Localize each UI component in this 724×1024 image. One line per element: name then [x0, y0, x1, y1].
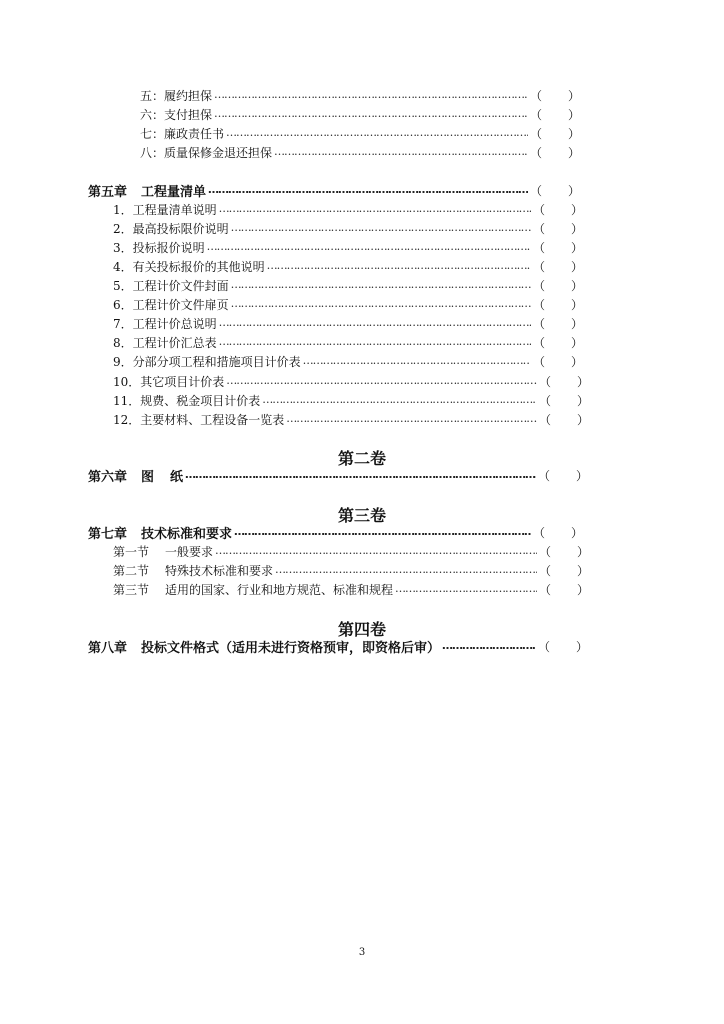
toc-page-ref: （ ）	[533, 240, 583, 255]
toc-page-ref: （ ）	[539, 393, 589, 408]
chapter-number: 第八章	[88, 640, 128, 656]
toc-page-ref: （ ）	[530, 107, 580, 122]
toc-page-ref: （ ）	[533, 297, 583, 312]
toc-leader-dots	[214, 86, 528, 104]
toc-item-5-11	[113, 391, 589, 409]
toc-item-5-4	[113, 257, 583, 275]
toc-section-7-2	[113, 561, 589, 579]
toc-entry-label: 适用的国家、行业和地方规范、标准和规程	[165, 582, 394, 597]
toc-page-ref: （ ）	[530, 145, 580, 160]
toc-entry-label: 特殊技术标准和要求	[165, 563, 274, 578]
toc-entry-label: 6．工程计价文件扉页	[113, 297, 229, 312]
toc-entry-guarantee-5	[140, 86, 580, 104]
toc-entry-label: 8．工程计价汇总表	[113, 335, 217, 350]
toc-page-ref: （ ）	[538, 468, 588, 483]
toc-entry-guarantee-6	[140, 105, 580, 123]
toc-chapter-5	[88, 181, 580, 199]
toc-entry-label: 9．分部分项工程和措施项目计价表	[113, 354, 301, 369]
toc-leader-dots	[442, 637, 536, 655]
chapter-number: 第七章	[88, 526, 128, 542]
toc-item-5-2	[113, 219, 583, 237]
chapter-number: 第五章	[88, 184, 128, 200]
toc-page-ref: （ ）	[533, 221, 583, 236]
toc-item-5-10	[113, 372, 589, 390]
page-number: 3	[358, 947, 366, 958]
toc-entry-label: 4．有关投标报价的其他说明	[113, 259, 265, 274]
toc-leader-dots	[234, 523, 531, 541]
volume-heading-2: 第二卷	[337, 449, 386, 468]
toc-page-ref: （ ）	[533, 278, 583, 293]
toc-page-ref: （ ）	[533, 259, 583, 274]
toc-item-5-9	[113, 352, 583, 370]
toc-entry-label: 八：质量保修金退还担保	[140, 145, 273, 160]
toc-entry-guarantee-8	[140, 143, 580, 161]
toc-leader-dots	[219, 333, 531, 351]
toc-entry-label: 1．工程量清单说明	[113, 202, 217, 217]
toc-entry-label: 五：履约担保	[140, 88, 213, 103]
toc-item-5-7	[113, 314, 583, 332]
toc-section-7-3	[113, 580, 589, 598]
toc-item-5-6	[113, 295, 583, 313]
toc-leader-dots	[226, 124, 528, 142]
toc-item-5-5	[113, 276, 583, 294]
toc-page-ref: （ ）	[533, 335, 583, 350]
section-number: 第三节	[113, 582, 150, 597]
toc-entry-label: 11．规费、税金项目计价表	[113, 393, 261, 408]
toc-leader-dots	[231, 276, 531, 294]
toc-entry-label: 7．工程计价总说明	[113, 316, 217, 331]
toc-chapter-8	[88, 637, 588, 655]
toc-page-ref: （ ）	[539, 544, 589, 559]
toc-leader-dots	[231, 295, 531, 313]
toc-section-7-1	[113, 542, 589, 560]
toc-page-ref: （ ）	[539, 582, 589, 597]
toc-entry-label: 5．工程计价文件封面	[113, 278, 229, 293]
toc-leader-dots	[275, 561, 537, 579]
toc-leader-dots	[274, 143, 528, 161]
toc-leader-dots	[215, 542, 537, 560]
chapter-title: 技术标准和要求	[141, 526, 233, 542]
volume-heading-4: 第四卷	[337, 620, 386, 639]
toc-page-ref: （ ）	[533, 316, 583, 331]
section-number: 第二节	[113, 563, 150, 578]
toc-entry-label: 一般要求	[165, 544, 214, 559]
toc-item-5-12	[113, 410, 589, 428]
toc-chapter-7	[88, 523, 583, 541]
toc-entry-guarantee-7	[140, 124, 580, 142]
volume-heading-3: 第三卷	[337, 506, 386, 525]
toc-leader-dots	[185, 466, 536, 484]
toc-leader-dots	[207, 238, 531, 256]
section-number: 第一节	[113, 544, 150, 559]
toc-leader-dots	[395, 580, 537, 598]
toc-leader-dots	[208, 181, 528, 199]
toc-item-5-1	[113, 200, 583, 218]
toc-page-ref: （ ）	[538, 639, 588, 654]
chapter-title-part-b: 纸	[170, 469, 184, 485]
toc-leader-dots	[267, 257, 531, 275]
toc-chapter-6	[88, 466, 588, 484]
toc-leader-dots	[219, 314, 531, 332]
toc-entry-label: 10．其它项目计价表	[113, 374, 225, 389]
toc-entry-label: 七：廉政责任书	[140, 126, 225, 141]
toc-leader-dots	[303, 352, 531, 370]
toc-leader-dots	[226, 372, 537, 390]
toc-entry-label: 2．最高投标限价说明	[113, 221, 229, 236]
toc-leader-dots	[214, 105, 528, 123]
toc-leader-dots	[286, 410, 537, 428]
chapter-number: 第六章	[88, 469, 128, 485]
toc-page-ref: （ ）	[539, 374, 589, 389]
toc-entry-label: 12．主要材料、工程设备一览表	[113, 412, 285, 427]
toc-page-ref: （ ）	[530, 88, 580, 103]
toc-item-5-8	[113, 333, 583, 351]
toc-leader-dots	[219, 200, 531, 218]
toc-page-ref: （ ）	[539, 412, 589, 427]
toc-item-5-3	[113, 238, 583, 256]
toc-entry-label: 3．投标报价说明	[113, 240, 205, 255]
toc-leader-dots	[231, 219, 531, 237]
toc-leader-dots	[262, 391, 537, 409]
toc-entry-label: 六：支付担保	[140, 107, 213, 122]
toc-page-ref: （ ）	[530, 126, 580, 141]
toc-page-ref: （ ）	[533, 202, 583, 217]
toc-page-ref: （ ）	[530, 183, 580, 198]
toc-page-ref: （ ）	[539, 563, 589, 578]
chapter-title-part-a: 图	[141, 469, 155, 485]
chapter-title: 投标文件格式（适用未进行资格预审，即资格后审）	[141, 640, 441, 656]
toc-page-ref: （ ）	[533, 525, 583, 540]
chapter-title: 工程量清单	[141, 184, 207, 200]
toc-page-ref: （ ）	[533, 354, 583, 369]
